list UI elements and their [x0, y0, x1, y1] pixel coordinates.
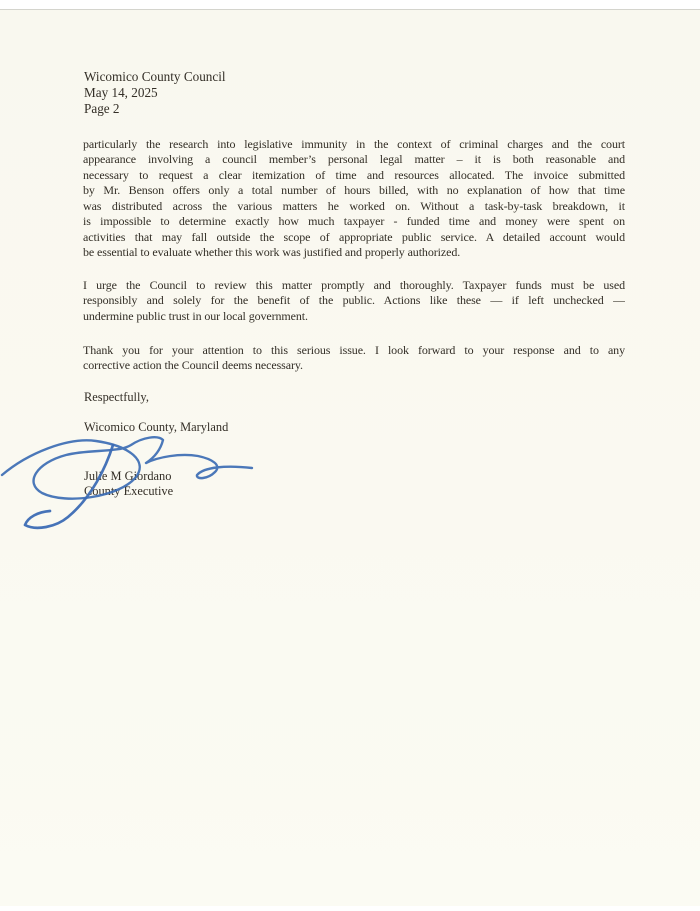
- organization-line: Wicomico County, Maryland: [84, 420, 229, 434]
- valediction: Respectfully,: [84, 390, 149, 404]
- text-line: particularly the research into legislative immunity in the context of criminal charges and the court: [83, 137, 625, 151]
- text-line: is impossible to determine exactly how much taxpayer - funded time and money were spent on: [83, 214, 625, 229]
- body-paragraph-2: [83, 278, 625, 324]
- text-line: by Mr. Benson offers only a total number of hours billed, with no explanation of how that time: [83, 183, 625, 198]
- body-paragraph-3: [83, 343, 625, 374]
- recipient-line: Wicomico County Council: [84, 69, 226, 84]
- text-line: be essential to evaluate whether this work was justified and properly authorized.: [83, 245, 461, 260]
- text-line: responsibly and solely for the benefit of the public. Actions like these — if left unchecked —: [83, 293, 625, 308]
- signer-block: [84, 469, 173, 500]
- text-line: was distributed across the various matters he worked on. Without a task-by-task breakdown, it: [83, 198, 625, 213]
- body-paragraph-1: [83, 137, 625, 261]
- signer-title: County Executive: [84, 484, 174, 499]
- letter-header: [84, 69, 226, 118]
- signer-name: Julie M Giordano: [84, 469, 172, 483]
- text-line: undermine public trust in our local government.: [83, 308, 308, 323]
- date-line: May 14, 2025: [84, 85, 158, 101]
- text-line: I urge the Council to review this matter promptly and thoroughly. Taxpayer funds must be used: [83, 278, 625, 292]
- text-line: corrective action the Council deems necessary.: [83, 358, 303, 373]
- page-number-line: Page 2: [84, 101, 120, 117]
- text-line: necessary to request a clear itemization of time and resources allocated. The invoice submitted: [83, 167, 625, 182]
- text-line: activities that may fall outside the scope of appropriate public service. A detailed account would: [83, 229, 625, 244]
- text-line: Thank you for your attention to this serious issue. I look forward to your response and to any: [83, 343, 625, 357]
- text-line: appearance involving a council member’s personal legal matter – it is both reasonable and: [83, 152, 625, 167]
